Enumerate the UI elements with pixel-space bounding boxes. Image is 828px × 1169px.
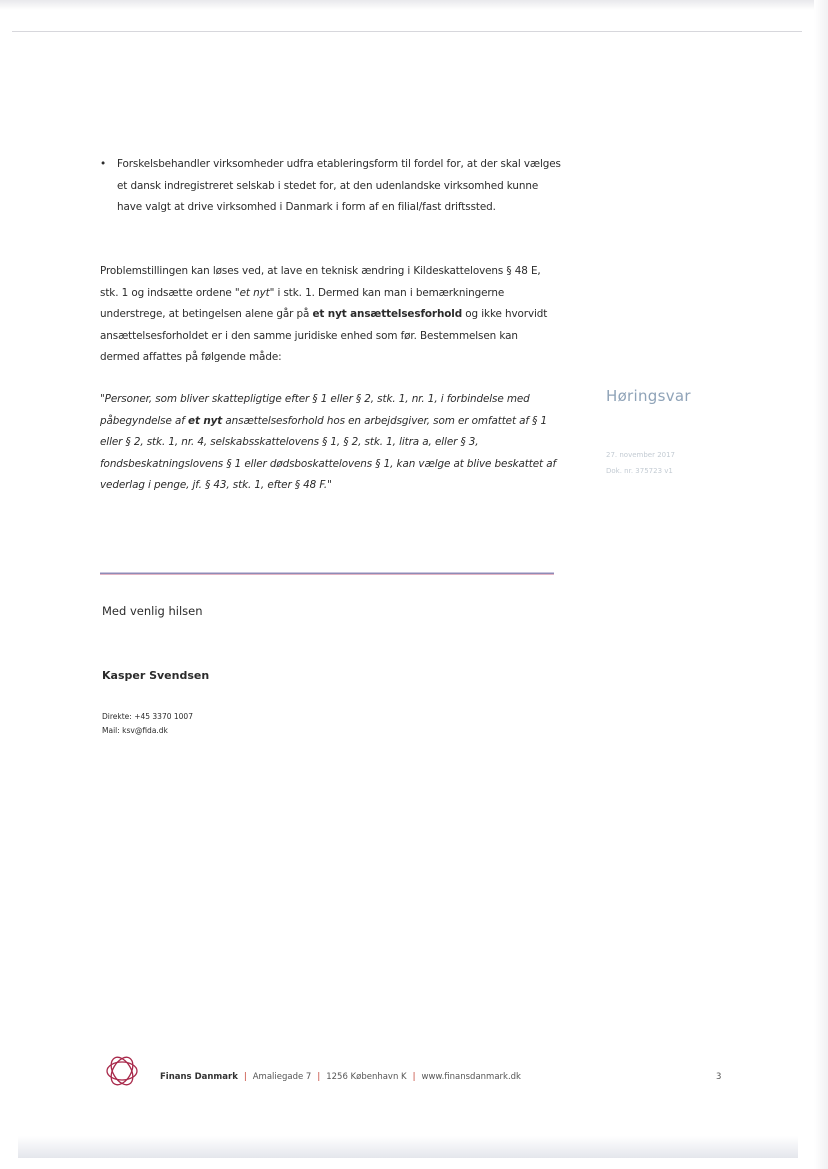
signatory-name: Kasper Svendsen [102,669,210,682]
quote-bold-et-nyt: et nyt [188,414,223,427]
paragraph-text-1: Problemstillingen kan løses ved, at lave en teknisk ændring i Kildeskattelovens § 48 E, stk. 1 og indsætte ordene " [100,265,541,299]
scan-artifact-line [12,31,802,32]
quote-text-2: ansættelsesforhold hos en arbejdsgiver, som er omfattet af § 1 eller § 2, stk. 1, nr. 4, selskabsskattelovens § 1, § 2, stk. 1, litra a, eller § 3, fondsbeskatningslovens § 1 eller dødsboskattelovens § 1, kan vælge at blive beskattet af vederlag i penge, jf. § 43, stk. 1, efter § 48 F." [100,414,557,491]
paragraph-bold-ansaettelsesforhold: et nyt ansættelsesforhold [312,308,463,320]
footer [160,1072,521,1082]
bullet-marker: • [100,158,107,170]
sidebar-title: Høringsvar [606,387,691,405]
bullet-point [100,154,565,219]
footer-separator: | [317,1072,321,1082]
scan-top-edge [0,0,828,10]
quote-text-1: "Personer, som bliver skattepligtige efter § 1 eller § 2, stk. 1, nr. 1, i forbindelse med påbegyndelse af [100,393,530,427]
paragraph-italic-et-nyt: et nyt [239,286,270,299]
scan-right-edge [814,0,828,1169]
law-quote [100,389,570,497]
paragraph-text-3: og ikke hvorvidt ansættelsesforholdet er i den samme juridiske enhed som før. Bestemmelsen kan dermed affattes på følgende måde: [100,308,548,363]
sidebar-date: 27. november 2017 [606,451,676,459]
contact-mail: Mail: ksv@fida.dk [102,726,168,735]
contact-phone: Direkte: +45 3370 1007 [102,712,193,721]
footer-brand: Finans Danmark [160,1072,238,1082]
scan-bottom-edge [18,1136,798,1158]
finans-danmark-logo-icon [101,1050,143,1092]
footer-city: 1256 København K [326,1072,407,1082]
divider-rule [100,572,554,575]
page-number: 3 [716,1072,722,1082]
footer-separator: | [412,1072,416,1082]
closing-greeting: Med venlig hilsen [102,604,203,618]
footer-address: Amaliegade 7 [252,1072,312,1082]
paragraph-text-2: " i stk. 1. Dermed kan man i bemærkningerne understrege, at betingelsen alene går på [100,286,505,320]
footer-separator: | [243,1072,247,1082]
body-paragraph [100,261,560,369]
bullet-text: Forskelsbehandler virksomheder udfra etableringsform til fordel for, at der skal vælges et dansk indregistreret selskab i stedet for, at den udenlandske virksomhed kunne have valgt at drive virksomhed i Danmark i form af en filial/fast driftssted. [117,158,561,213]
sidebar-doc-number: Dok. nr. 375723 v1 [606,467,673,475]
footer-website: www.finansdanmark.dk [421,1072,521,1082]
